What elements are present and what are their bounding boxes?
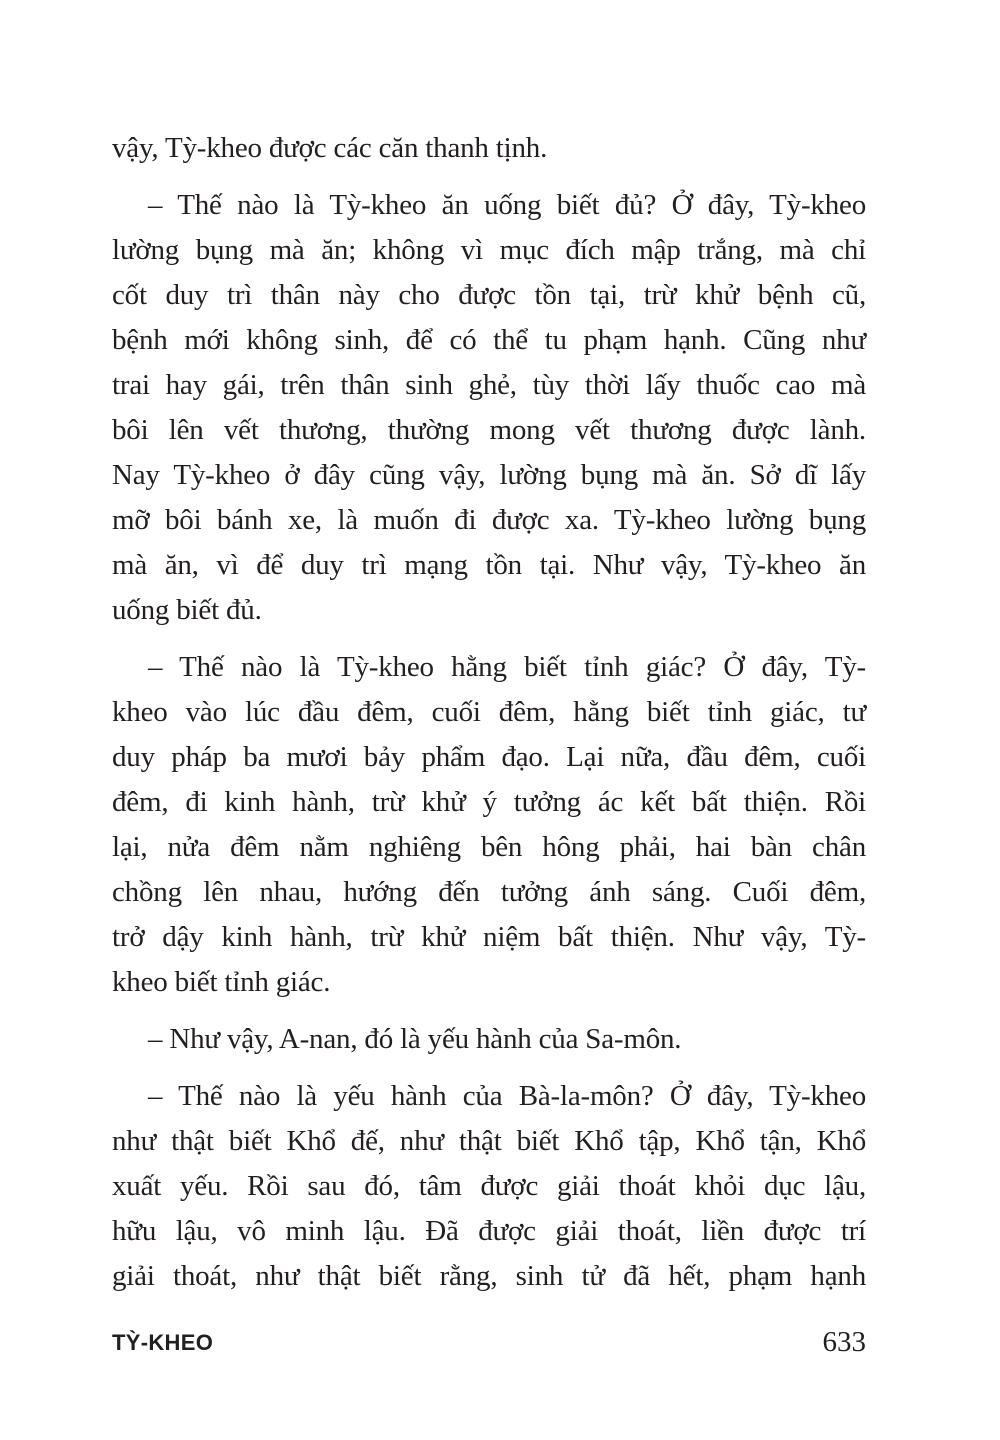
- text-line: – Như vậy, A-nan, đó là yếu hành của Sa-môn.: [148, 1023, 682, 1055]
- paragraph: [112, 1074, 866, 1299]
- paragraph: [112, 183, 866, 633]
- text-line: lường bụng mà ăn; không vì mục đích mập trắng, mà chỉ: [112, 234, 866, 266]
- text-line: cốt duy trì thân này cho được tồn tại, trừ khử bệnh cũ,: [112, 279, 866, 311]
- text-line: trai hay gái, trên thân sinh ghẻ, tùy thời lấy thuốc cao mà: [112, 369, 866, 401]
- text-line: uống biết đủ.: [112, 594, 262, 626]
- text-line: duy pháp ba mươi bảy phẩm đạo. Lại nữa, đầu đêm, cuối: [112, 741, 866, 773]
- text-line: mà ăn, vì để duy trì mạng tồn tại. Như vậy, Tỳ-kheo ăn: [112, 549, 866, 581]
- page-number: 633: [822, 1326, 866, 1358]
- text-line: vậy, Tỳ-kheo được các căn thanh tịnh.: [112, 132, 548, 164]
- text-line: – Thế nào là Tỳ-kheo hằng biết tỉnh giác? Ở đây, Tỳ-: [148, 651, 866, 683]
- text-line: xuất yếu. Rồi sau đó, tâm được giải thoát khỏi dục lậu,: [112, 1170, 866, 1202]
- text-line: giải thoát, như thật biết rằng, sinh tử đã hết, phạm hạnh: [112, 1260, 866, 1292]
- text-line: trở dậy kinh hành, trừ khử niệm bất thiện. Như vậy, Tỳ-: [112, 921, 866, 953]
- text-line: kheo vào lúc đầu đêm, cuối đêm, hằng biết tỉnh giác, tư: [112, 696, 866, 728]
- body-text: [112, 126, 866, 1311]
- text-line: lại, nửa đêm nằm nghiêng bên hông phải, hai bàn chân: [112, 831, 866, 863]
- text-line: bệnh mới không sinh, để có thể tu phạm hạnh. Cũng như: [112, 324, 866, 356]
- text-line: mỡ bôi bánh xe, là muốn đi được xa. Tỳ-kheo lường bụng: [112, 504, 866, 536]
- running-title: TỲ-KHEO: [112, 1330, 214, 1355]
- text-line: bôi lên vết thương, thường mong vết thương được lành.: [112, 414, 866, 446]
- text-line: như thật biết Khổ đế, như thật biết Khổ tập, Khổ tận, Khổ: [112, 1125, 866, 1157]
- paragraph: [112, 1017, 866, 1062]
- paragraph: [112, 126, 866, 171]
- text-line: Nay Tỳ-kheo ở đây cũng vậy, lường bụng mà ăn. Sở dĩ lấy: [112, 459, 866, 491]
- text-line: hữu lậu, vô minh lậu. Đã được giải thoát, liền được trí: [112, 1215, 866, 1247]
- text-line: kheo biết tỉnh giác.: [112, 966, 331, 998]
- text-line: – Thế nào là yếu hành của Bà-la-môn? Ở đây, Tỳ-kheo: [148, 1080, 866, 1112]
- text-line: đêm, đi kinh hành, trừ khử ý tưởng ác kết bất thiện. Rồi: [112, 786, 866, 818]
- text-line: – Thế nào là Tỳ-kheo ăn uống biết đủ? Ở đây, Tỳ-kheo: [148, 189, 866, 221]
- paragraph: [112, 645, 866, 1005]
- text-line: chồng lên nhau, hướng đến tưởng ánh sáng. Cuối đêm,: [112, 876, 866, 908]
